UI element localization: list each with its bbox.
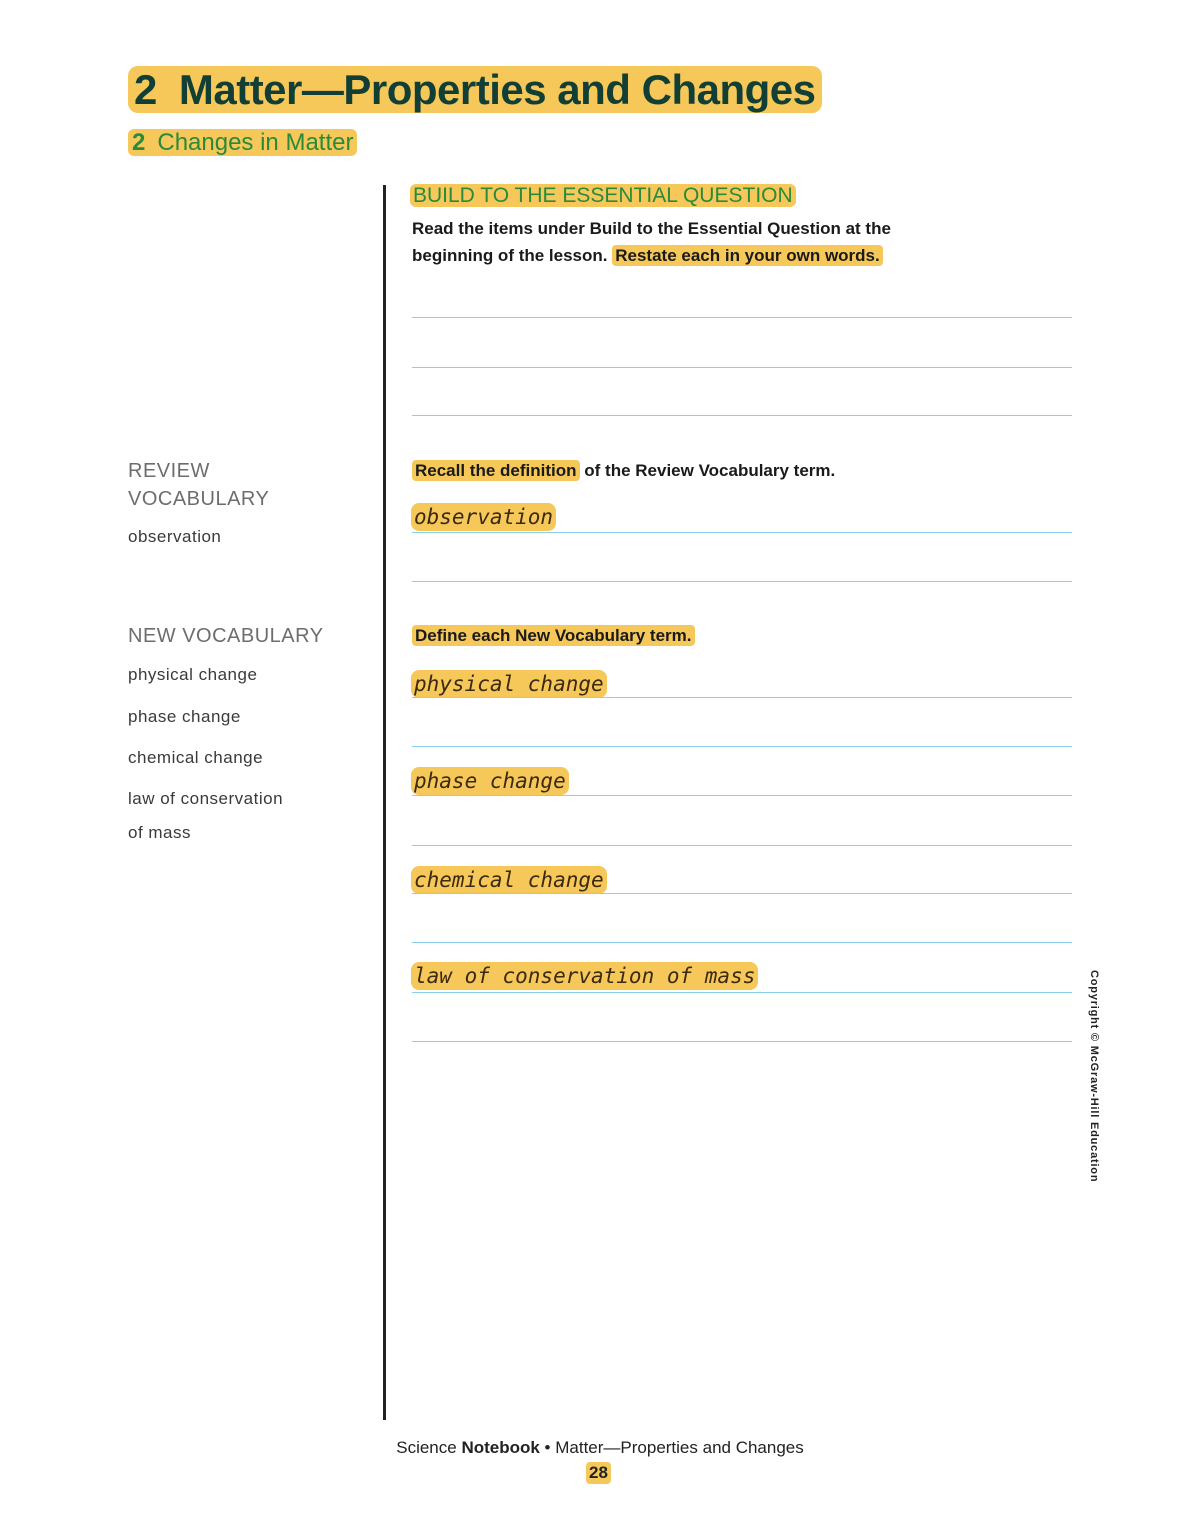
new-side-term: chemical change bbox=[128, 748, 264, 767]
writing-line[interactable] bbox=[412, 795, 1072, 796]
unit-title-highlight bbox=[128, 66, 822, 113]
copyright-notice: Copyright © McGraw-Hill Education bbox=[1088, 970, 1100, 1183]
writing-line[interactable] bbox=[412, 893, 1072, 894]
review-side-term: observation bbox=[128, 527, 222, 546]
page-number: 28 bbox=[586, 1462, 611, 1484]
review-instruction-highlight: Recall the definition bbox=[412, 460, 580, 481]
footer-book-title: Matter—Properties and Changes bbox=[555, 1438, 804, 1457]
footer-brand bbox=[396, 1438, 540, 1457]
writing-line[interactable] bbox=[412, 845, 1072, 846]
lesson-title-highlight bbox=[128, 129, 357, 156]
build-section-heading-text: BUILD TO THE ESSENTIAL QUESTION bbox=[410, 184, 796, 207]
new-vocabulary-heading: NEW VOCABULARY bbox=[128, 625, 324, 647]
unit-title-text: Matter—Properties and Changes bbox=[178, 66, 816, 113]
new-instruction bbox=[412, 622, 695, 649]
review-heading-line2: VOCABULARY bbox=[128, 488, 270, 510]
review-instruction bbox=[412, 457, 835, 484]
term-label-physical-change: physical change bbox=[411, 670, 607, 698]
writing-line[interactable] bbox=[412, 746, 1072, 747]
lesson-title bbox=[128, 128, 357, 158]
unit-number: 2 bbox=[134, 66, 157, 113]
writing-line[interactable] bbox=[412, 992, 1072, 993]
footer bbox=[0, 1438, 1200, 1458]
writing-line[interactable] bbox=[412, 367, 1072, 368]
new-instruction-highlight: Define each New Vocabulary term. bbox=[412, 625, 695, 646]
lesson-title-text: Changes in Matter bbox=[157, 129, 354, 156]
review-vocabulary-heading bbox=[128, 457, 269, 513]
writing-line[interactable] bbox=[412, 942, 1072, 943]
review-instruction-rest: of the Review Vocabulary term. bbox=[584, 461, 836, 480]
footer-brand-bold: Notebook bbox=[461, 1438, 540, 1457]
column-divider bbox=[383, 185, 386, 1420]
review-heading-line1: REVIEW bbox=[128, 460, 210, 482]
writing-line[interactable] bbox=[412, 697, 1072, 698]
writing-line[interactable] bbox=[412, 1041, 1072, 1042]
build-section-heading bbox=[410, 182, 796, 210]
term-label-law-of-conservation-of-mass: law of conservation of mass bbox=[411, 962, 758, 990]
term-label-phase-change: phase change bbox=[411, 767, 569, 795]
writing-line[interactable] bbox=[412, 581, 1072, 582]
review-term-label: observation bbox=[411, 503, 556, 531]
build-instruction-line1: Read the items under Build to the Essential Question at the bbox=[412, 219, 891, 238]
new-side-term: law of conservation bbox=[128, 789, 284, 808]
new-side-term: of mass bbox=[128, 823, 192, 842]
writing-line[interactable] bbox=[412, 317, 1072, 318]
lesson-number: 2 bbox=[132, 129, 146, 156]
build-instruction-plain: beginning of the lesson. bbox=[412, 246, 608, 265]
build-instruction-line2 bbox=[412, 242, 883, 269]
build-instruction-highlight: Restate each in your own words. bbox=[612, 245, 883, 266]
new-side-term: phase change bbox=[128, 707, 241, 726]
writing-line[interactable] bbox=[412, 532, 1072, 533]
unit-title bbox=[128, 64, 822, 116]
term-label-chemical-change: chemical change bbox=[411, 866, 607, 894]
footer-brand-prefix: Science bbox=[396, 1438, 462, 1457]
new-side-term: physical change bbox=[128, 665, 258, 684]
writing-line[interactable] bbox=[412, 415, 1072, 416]
footer-separator: • bbox=[539, 1438, 556, 1457]
